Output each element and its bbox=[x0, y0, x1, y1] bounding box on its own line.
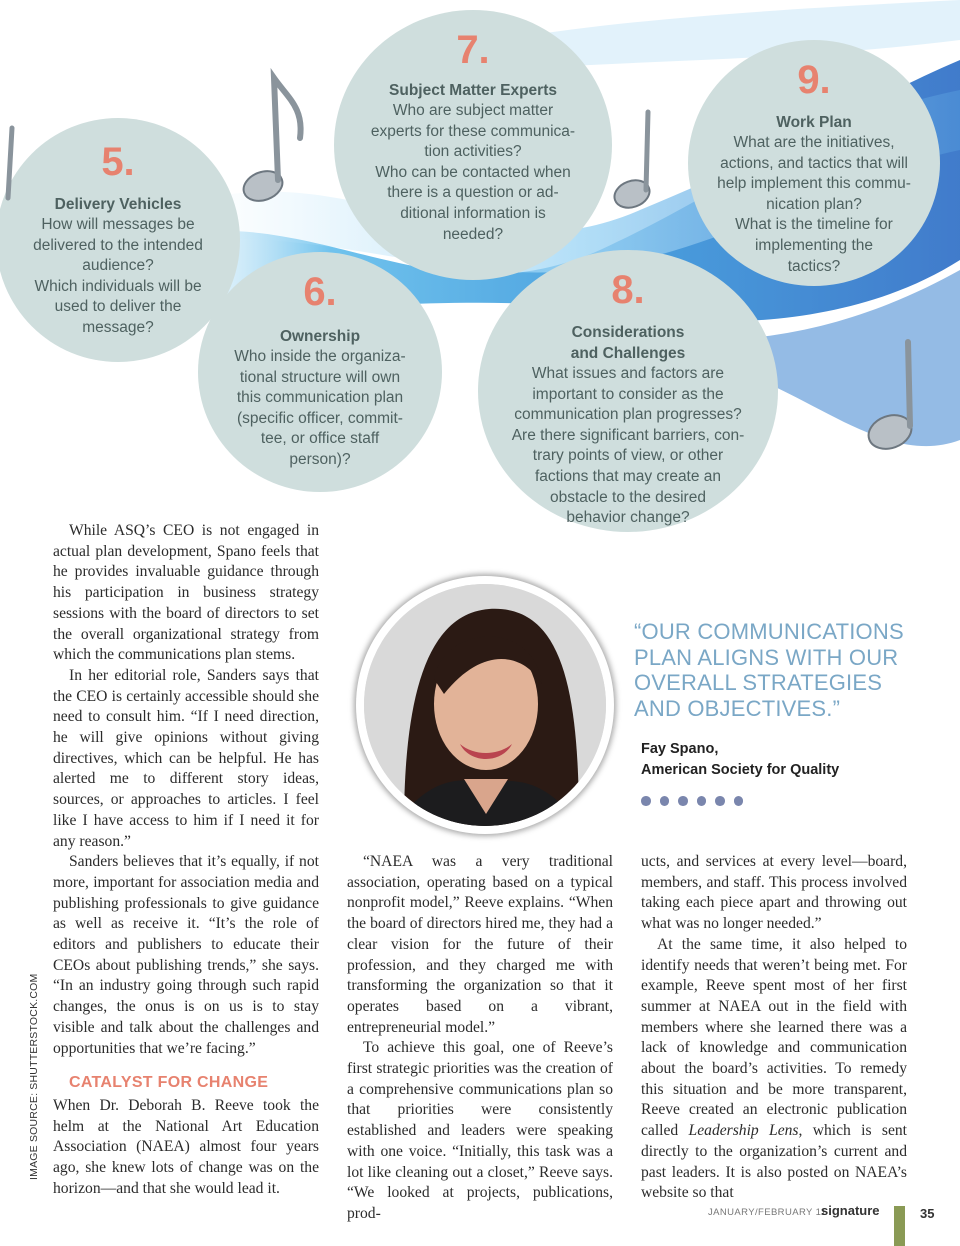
step-9-circle bbox=[688, 40, 940, 286]
portrait-photo-frame bbox=[356, 576, 614, 834]
step-5-circle bbox=[0, 118, 240, 362]
step-body: What are the initiatives, actions, and tactics that will help implement this commu- nication plan? What is the timeline for implementing the tactics? bbox=[717, 134, 911, 275]
pull-quote: “OUR COMMUNICATIONS PLAN ALIGNS WITH OUR OVERALL STRATEGIES AND OBJECTIVES.” bbox=[634, 619, 904, 721]
quote-attribution-name: Fay Spano, bbox=[641, 741, 719, 757]
article-column-1 bbox=[53, 521, 319, 1200]
footer-magazine-name: signature bbox=[821, 1203, 880, 1218]
quote-attribution-org: American Society for Quality bbox=[641, 762, 840, 778]
music-note-icon bbox=[860, 336, 930, 456]
step-number: 8. bbox=[611, 268, 645, 312]
step-number: 7. bbox=[456, 28, 490, 72]
image-credit: IMAGE SOURCE: SHUTTERSTOCK.COM bbox=[28, 973, 40, 1180]
step-number: 9. bbox=[797, 58, 831, 102]
article-column-2 bbox=[347, 852, 613, 1225]
step-body: Who inside the organiza- tional structure will own this communication plan (specific officer, commit- tee, or office staff person)? bbox=[234, 348, 406, 468]
step-body: Who are subject matter experts for these communica- tion activities? Who can be contacted when there is a question or ad- ditional information is needed? bbox=[370, 102, 576, 243]
paragraph: ucts, and services at every level—board, members, and staff. This process involved taking each piece apart and throwing out what was no longer needed.” bbox=[641, 853, 907, 933]
step-title: Considerations and Challenges bbox=[570, 324, 686, 362]
step-number: 5. bbox=[101, 140, 135, 184]
paragraph: At the same time, it also helped to identify needs that weren’t being met. For example, Reeve spent most of her first summer at NAEA out in the field with members where she learned there was a lack of knowledge and communication about the board’s activities. To remedy this situation and be more transparent, Reeve created an electronic publication called Leadership Lens, which is sent directly to the organization’s current and past leaders. It is also posted on NAEA’s website so that bbox=[641, 935, 907, 1202]
step-title: Delivery Vehicles bbox=[54, 196, 182, 213]
music-note-icon bbox=[0, 124, 24, 204]
step-title: Work Plan bbox=[776, 114, 852, 131]
publication-title: Leadership Lens bbox=[688, 1122, 799, 1140]
step-body: What issues and factors are important to consider as the communication plan progresses? Are there significant barriers, con- trary points of view, or other factions that may create an obstacle to the desired behavior change? bbox=[511, 365, 745, 527]
page-number: 35 bbox=[920, 1206, 935, 1221]
article-column-3 bbox=[641, 852, 907, 1204]
step-title: Ownership bbox=[279, 328, 361, 345]
step-7-circle bbox=[334, 10, 612, 280]
music-note-icon bbox=[608, 106, 678, 216]
section-heading: CATALYST FOR CHANGE bbox=[69, 1074, 269, 1092]
paragraph: When Dr. Deborah B. Reeve took the helm at the National Art Education Association (NAEA) almost four years ago, she knew lots of change was on the horizon—and that she would lead it. bbox=[53, 1096, 319, 1197]
portrait-photo bbox=[364, 584, 606, 826]
step-title: Subject Matter Experts bbox=[389, 82, 557, 99]
music-note-icon bbox=[238, 68, 308, 208]
footer-accent-bar bbox=[894, 1206, 905, 1246]
step-number: 6. bbox=[303, 270, 337, 314]
step-8-circle bbox=[478, 250, 778, 532]
paragraph: While ASQ’s CEO is not engaged in actual plan development, Spano feels that he provides invaluable guidance through his participation in business strategy sessions with the board of directors to set the overall organizational strategy from which the communications plan stems. bbox=[53, 522, 319, 664]
step-6-circle bbox=[198, 252, 442, 492]
decorative-dots bbox=[641, 796, 743, 806]
paragraph: Sanders believes that it’s equally, if not more, important for association media and publishing professionals to give guidance as well as receive it. “It’s the role of editors and publishers to educate their CEOs about publishing trends,” she says. “In an industry going through such rapid changes, the onus is on us is to stay visible and talk about the challenges and opportunities that we’re facing.” bbox=[53, 853, 319, 1057]
paragraph: To achieve this goal, one of Reeve’s first strategic priorities was the creation of a comprehensive communications plan so that priorities were consistently established and leaders were speaking with one voice. “Initially, this task was a lot like cleaning out a closet,” Reeve says. “We looked at projects, publications, prod- bbox=[347, 1039, 613, 1222]
paragraph: “NAEA was a very traditional association, operating based on a typical nonprofit model,” Reeve explains. “When the board of directors hired me, they had a clear vision for the future of their profession, and they charged me with transforming the organization so that it operates based on a vibrant, entrepreneurial model.” bbox=[347, 853, 613, 1036]
paragraph: In her editorial role, Sanders says that the CEO is certainly accessible should she need to consult him. “If I need direction, he will give opinions without giving directives, which can be helpful. He has alerted me to different story ideas, sources, or approaches to articles. I feel like I have access to him if I need it for any reason.” bbox=[53, 666, 319, 850]
footer-issue-date: JANUARY/FEBRUARY 11 bbox=[708, 1207, 827, 1218]
step-body: How will messages be delivered to the intended audience? Which individuals will be used to deliver the message? bbox=[33, 216, 203, 336]
